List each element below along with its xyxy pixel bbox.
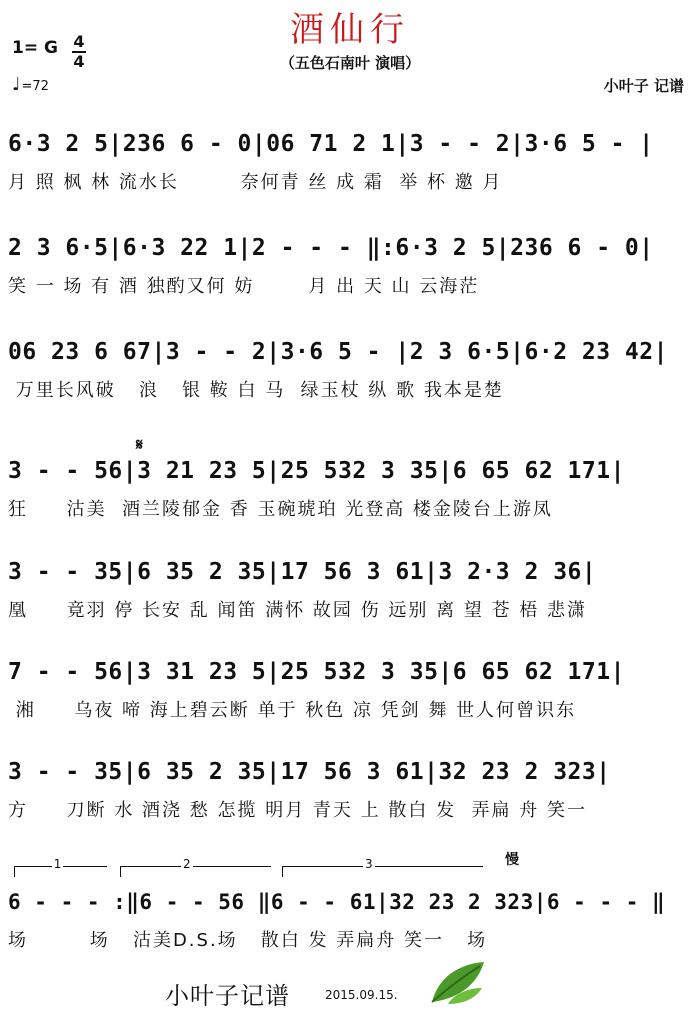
leaf-icon <box>428 958 488 1006</box>
notation-line: 2 3 6·5|6·3 22 1|2 - - - ‖:6·3 2 5|236 6 - 0| <box>8 235 654 261</box>
notation-line: 3 - - 35|6 35 2 35|17 56 3 61|32 23 2 323| <box>8 759 611 785</box>
lyrics-line: 凰 竟羽 停 长安 乱 闻笛 满怀 故园 伤 远别 离 望 苍 梧 悲潇 <box>8 600 587 621</box>
score-line <box>8 656 692 722</box>
slow-marking: 慢 <box>505 852 519 868</box>
key-signature: 1= G <box>12 38 58 58</box>
volta-number: 3 <box>365 857 373 871</box>
volta-number: 2 <box>183 857 191 871</box>
performer-subtitle: （五色石南叶 演唱） <box>279 54 421 72</box>
notation-line: 06 23 6 67|3 - - 2|3·6 5 - |2 3 6·5|6·2 23 42| <box>8 339 668 365</box>
volta-bracket-2 <box>120 857 271 877</box>
notation-line: 3 - - 35|6 35 2 35|17 56 3 61|3 2·3 2 36| <box>8 559 597 585</box>
lyrics-line: 万里长风破 浪 银 鞍 白 马 绿玉杖 纵 歌 我本是楚 <box>8 380 504 401</box>
notation-line: 6 - - - :‖6 - - 56 ‖6 - - 61|32 23 2 323|6 - - - ‖ <box>8 890 666 914</box>
score-line <box>8 455 692 521</box>
transcriber-credit: 小叶子 记谱 <box>603 77 684 95</box>
notation-line: 7 - - 56|3 31 23 5|25 532 3 35|6 65 62 171| <box>8 659 625 685</box>
tempo-marking <box>12 74 49 95</box>
lyrics-line: 狂 沽美 酒兰陵郁金 香 玉碗琥珀 光登高 楼金陵台上游凤 <box>8 499 553 520</box>
score-line <box>8 886 692 952</box>
notation-line: 6·3 2 5|236 6 - 0|06 71 2 1|3 - - 2|3·6 5 - | <box>8 131 654 157</box>
score-line <box>8 128 692 194</box>
volta-bracket-1 <box>14 857 107 877</box>
volta-bracket-3 <box>282 857 483 877</box>
lyrics-line: 场 场 沽美D.S.场 散白 发 弄扁舟 笑一 场 <box>8 930 488 951</box>
notation-line: 3 - - 56|3 21 23 5|25 532 3 35|6 65 62 171| <box>8 458 625 484</box>
tempo-value: =72 <box>21 79 49 94</box>
segno-sign: 𝄋 <box>136 435 143 454</box>
lyrics-line: 月 照 枫 林 流水长 奈何青 丝 成 霜 举 杯 邀 月 <box>8 172 503 193</box>
time-signature <box>72 34 86 70</box>
score-line <box>8 336 692 402</box>
lyrics-line: 方 刀断 水 酒浇 愁 怎揽 明月 青天 上 散白 发 弄扁 舟 笑一 <box>8 800 587 821</box>
signature: 小叶子记谱 <box>165 982 290 1010</box>
song-title: 酒仙行 <box>290 10 410 50</box>
volta-number: 1 <box>53 857 62 871</box>
lyrics-line: 湘 乌夜 啼 海上碧云断 单于 秋色 凉 凭剑 舞 世人何曾识东 <box>8 700 577 721</box>
score-line <box>8 556 692 622</box>
lyrics-line: 笑 一 场 有 酒 独酌又何 妨 月 出 天 山 云海茫 <box>8 276 480 297</box>
time-bottom: 4 <box>73 52 85 71</box>
time-top: 4 <box>73 32 85 51</box>
score-line <box>8 756 692 822</box>
quarter-note-icon: ♩ <box>12 74 21 95</box>
score-line <box>8 232 692 298</box>
date-stamp: 2015.09.15. <box>325 988 398 1002</box>
